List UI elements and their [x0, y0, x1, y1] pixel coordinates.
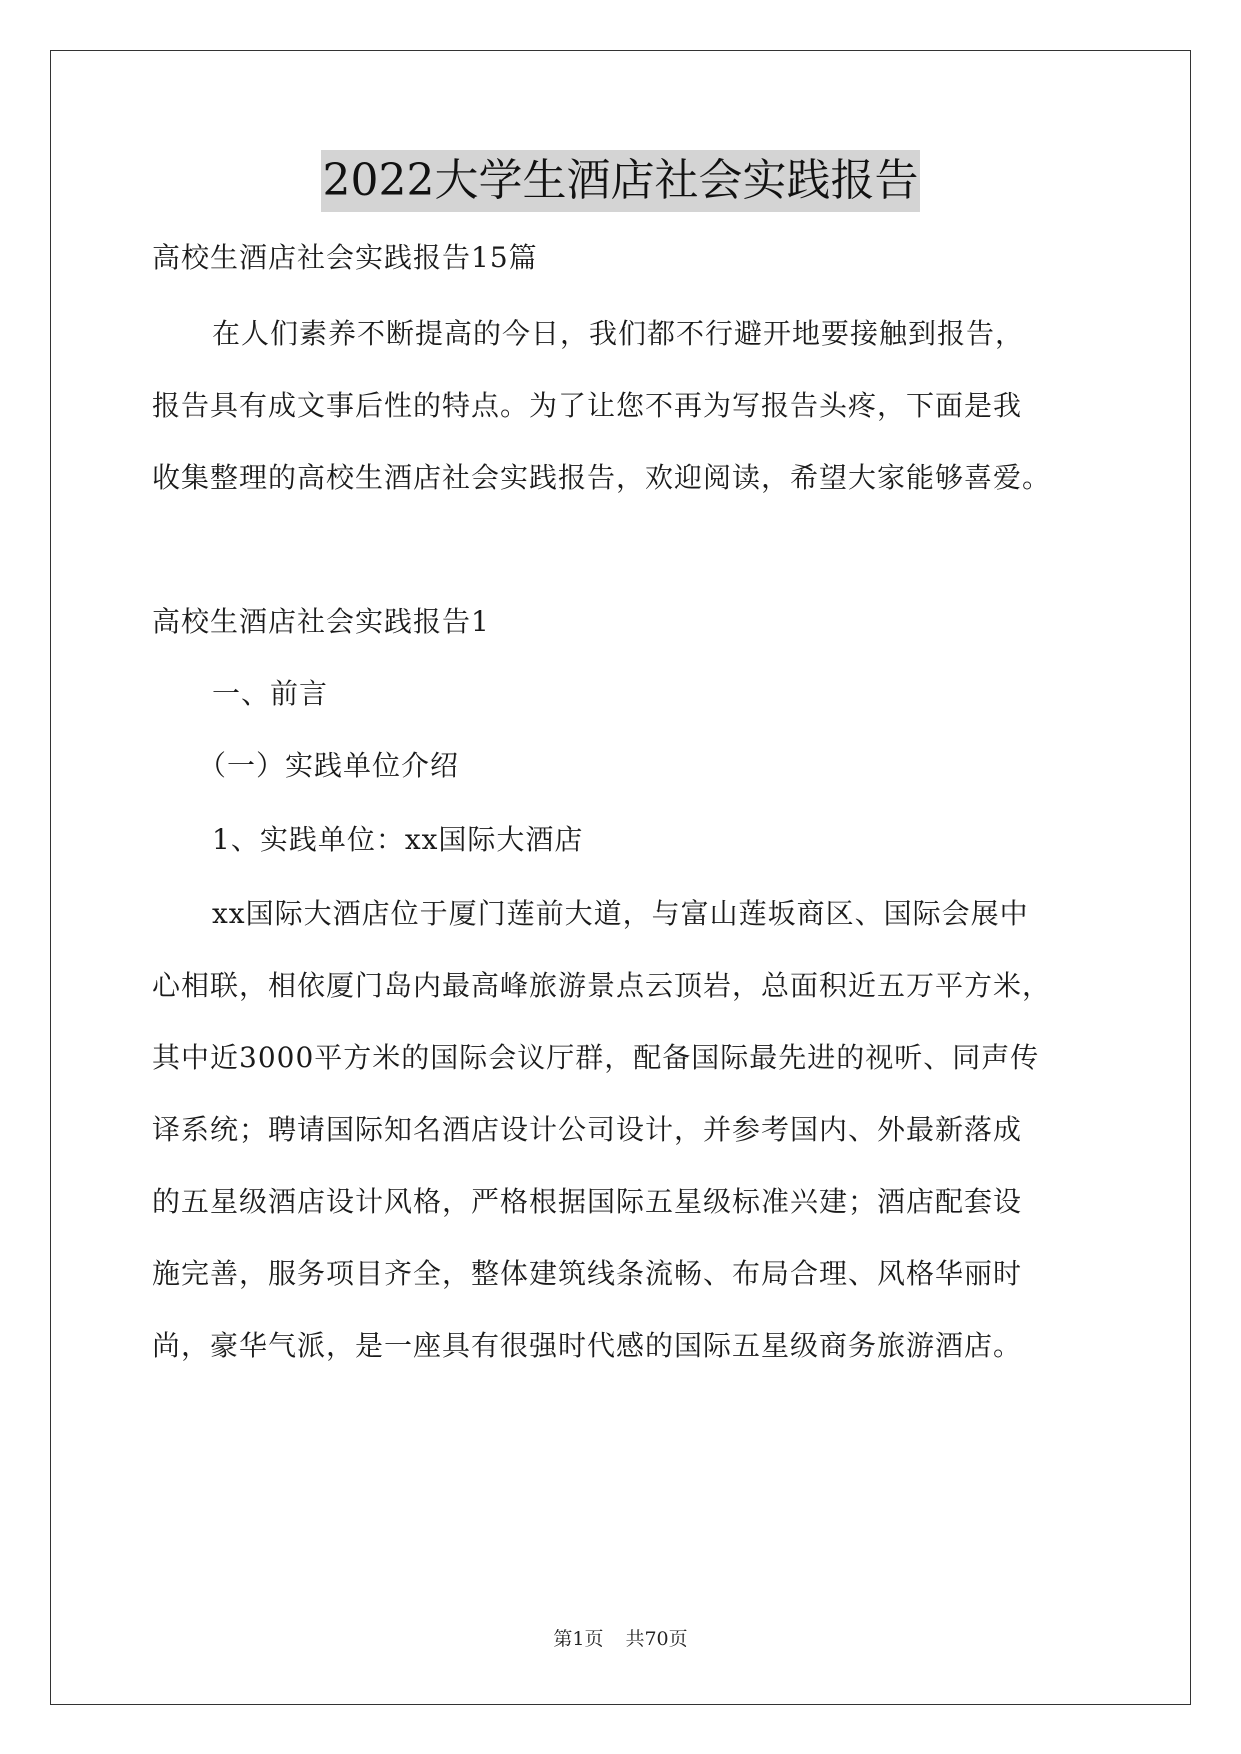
page-number-total: 共70页 — [625, 1628, 688, 1650]
page-border — [50, 50, 1191, 1705]
page-number-current: 第1页 — [553, 1628, 604, 1650]
paragraph-line: 心相联，相依厦门岛内最高峰旅游景点云顶岩，总面积近五万平方米， — [152, 969, 1052, 1002]
title-container — [0, 150, 1241, 212]
paragraph-line: 尚，豪华气派，是一座具有很强时代感的国际五星级商务旅游酒店。 — [152, 1329, 1023, 1362]
paragraph-line: 的五星级酒店设计风格，严格根据国际五星级标准兴建；酒店配套设 — [152, 1185, 1023, 1218]
section-heading: （一）实践单位介绍 — [198, 749, 460, 782]
document-title: 2022大学生酒店社会实践报告 — [321, 150, 921, 212]
paragraph-line: xx国际大酒店位于厦门莲前大道，与富山莲坂商区、国际会展中 — [212, 897, 1029, 930]
paragraph-line: 施完善，服务项目齐全，整体建筑线条流畅、布局合理、风格华丽时 — [152, 1257, 1023, 1290]
section-heading: 1、实践单位：xx国际大酒店 — [212, 823, 584, 856]
paragraph-line: 其中近3000平方米的国际会议厅群，配备国际最先进的视听、同声传 — [152, 1041, 1040, 1074]
section-heading: 高校生酒店社会实践报告1 — [152, 605, 490, 638]
paragraph-line: 在人们素养不断提高的今日，我们都不行避开地要接触到报告， — [212, 317, 1025, 350]
paragraph-line: 译系统；聘请国际知名酒店设计公司设计，并参考国内、外最新落成 — [152, 1113, 1023, 1146]
section-heading: 一、前言 — [212, 677, 329, 710]
page-footer — [0, 1626, 1241, 1652]
paragraph-line: 收集整理的高校生酒店社会实践报告，欢迎阅读，希望大家能够喜爱。 — [152, 461, 1052, 494]
paragraph-line: 报告具有成文事后性的特点。为了让您不再为写报告头疼，下面是我 — [152, 389, 1023, 422]
subtitle-line: 高校生酒店社会实践报告15篇 — [152, 241, 538, 274]
